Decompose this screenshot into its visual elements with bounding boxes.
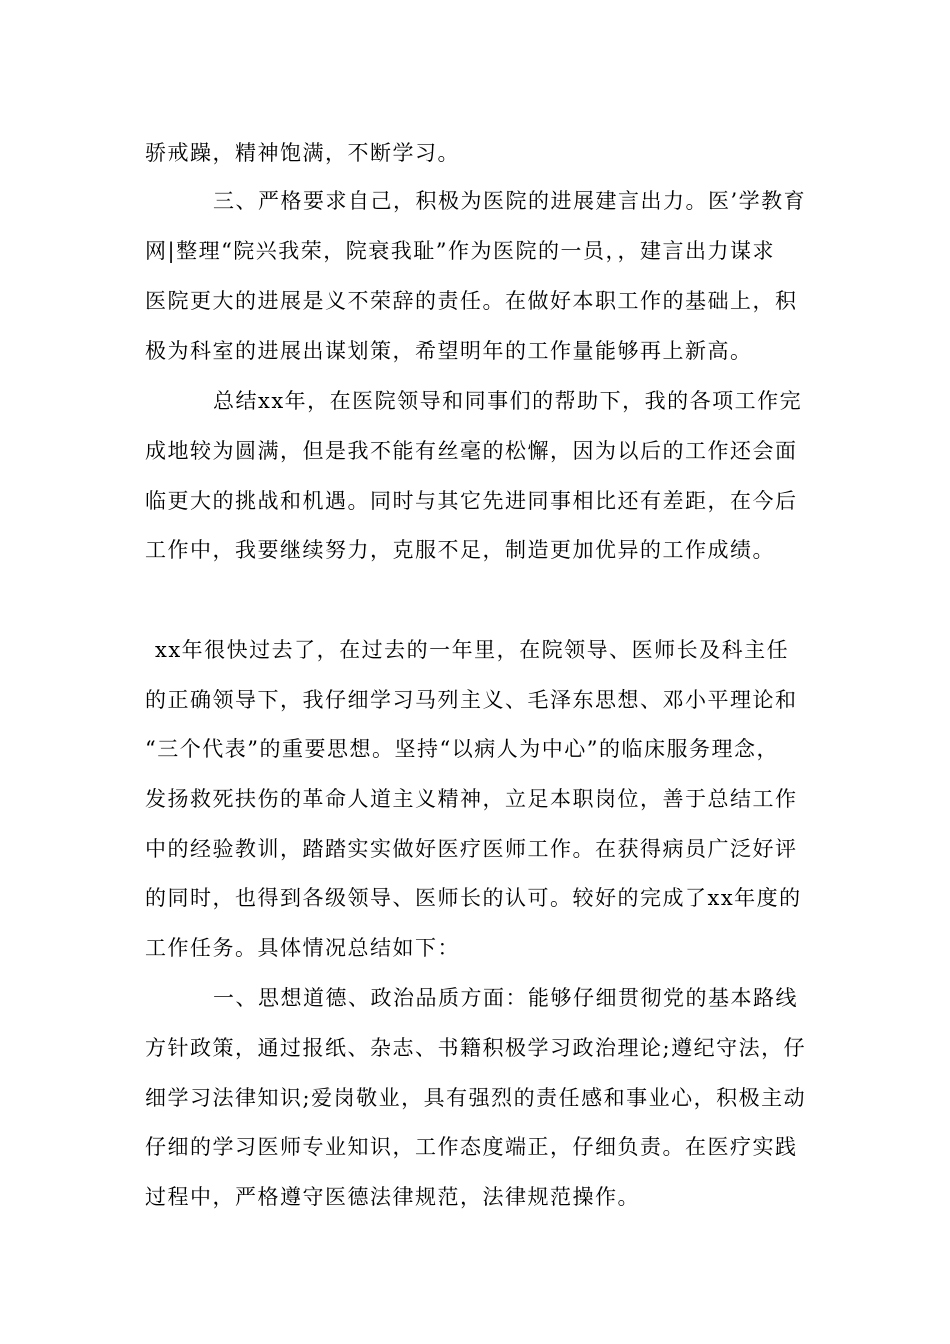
text-line: 骄戒躁，精神饱满，不断学习。 bbox=[145, 141, 460, 165]
text-line: 三、严格要求自己，积极为医院的进展建言出力。医’学教育 bbox=[213, 189, 807, 213]
text-line: 细学习法律知识;爱岗敬业，具有强烈的责任感和事业心，积极主动 bbox=[145, 1086, 807, 1110]
text-line: 临更大的挑战和机遇。同时与其它先进同事相比还有差距，在今后 bbox=[145, 489, 798, 513]
text-line: 成地较为圆满，但是我不能有丝毫的松懈，因为以后的工作还会面 bbox=[145, 439, 798, 463]
text-line: “三个代表”的重要思想。坚持“以病人为中心”的临床服务理念， bbox=[145, 737, 779, 761]
text-line: 的正确领导下，我仔细学习马列主义、毛泽东思想、邓小平理论和 bbox=[145, 688, 798, 712]
text-line: 仔细的学习医师专业知识，工作态度端正，仔细负责。在医疗实践 bbox=[145, 1135, 798, 1159]
text-line: 极为科室的进展出谋划策，希望明年的工作量能够再上新高。 bbox=[145, 339, 753, 363]
text-line: 方针政策，通过报纸、杂志、书籍积极学习政治理论;遵纪守法，仔 bbox=[145, 1036, 807, 1060]
text-line: 网|整理“院兴我荣，院衰我耻”作为医院的一员，，建言出力谋求 bbox=[145, 239, 776, 263]
text-line: 医院更大的进展是义不荣辞的责任。在做好本职工作的基础上，积 bbox=[145, 289, 798, 313]
text-line: 中的经验教训，踏踏实实做好医疗医师工作。在获得病员广泛好评 bbox=[145, 837, 798, 861]
text-line: 一、思想道德、政治品质方面：能够仔细贯彻党的基本路线 bbox=[213, 986, 798, 1010]
text-line: 工作中，我要继续努力，克服不足，制造更加优异的工作成绩。 bbox=[145, 538, 775, 562]
text-line: 过程中，严格遵守医德法律规范，法律规范操作。 bbox=[145, 1185, 640, 1209]
text-line: 发扬救死扶伤的革命人道主义精神，立足本职岗位，善于总结工作 bbox=[145, 787, 798, 811]
text-line: 总结xx年，在医院领导和同事们的帮助下，我的各项工作完 bbox=[213, 389, 803, 413]
text-line: 工作任务。具体情况总结如下： bbox=[145, 936, 460, 960]
text-line: 的同时，也得到各级领导、医师长的认可。较好的完成了xx年度的 bbox=[145, 886, 802, 910]
text-line: xx年很快过去了，在过去的一年里，在院领导、医师长及科主任 bbox=[155, 638, 790, 662]
